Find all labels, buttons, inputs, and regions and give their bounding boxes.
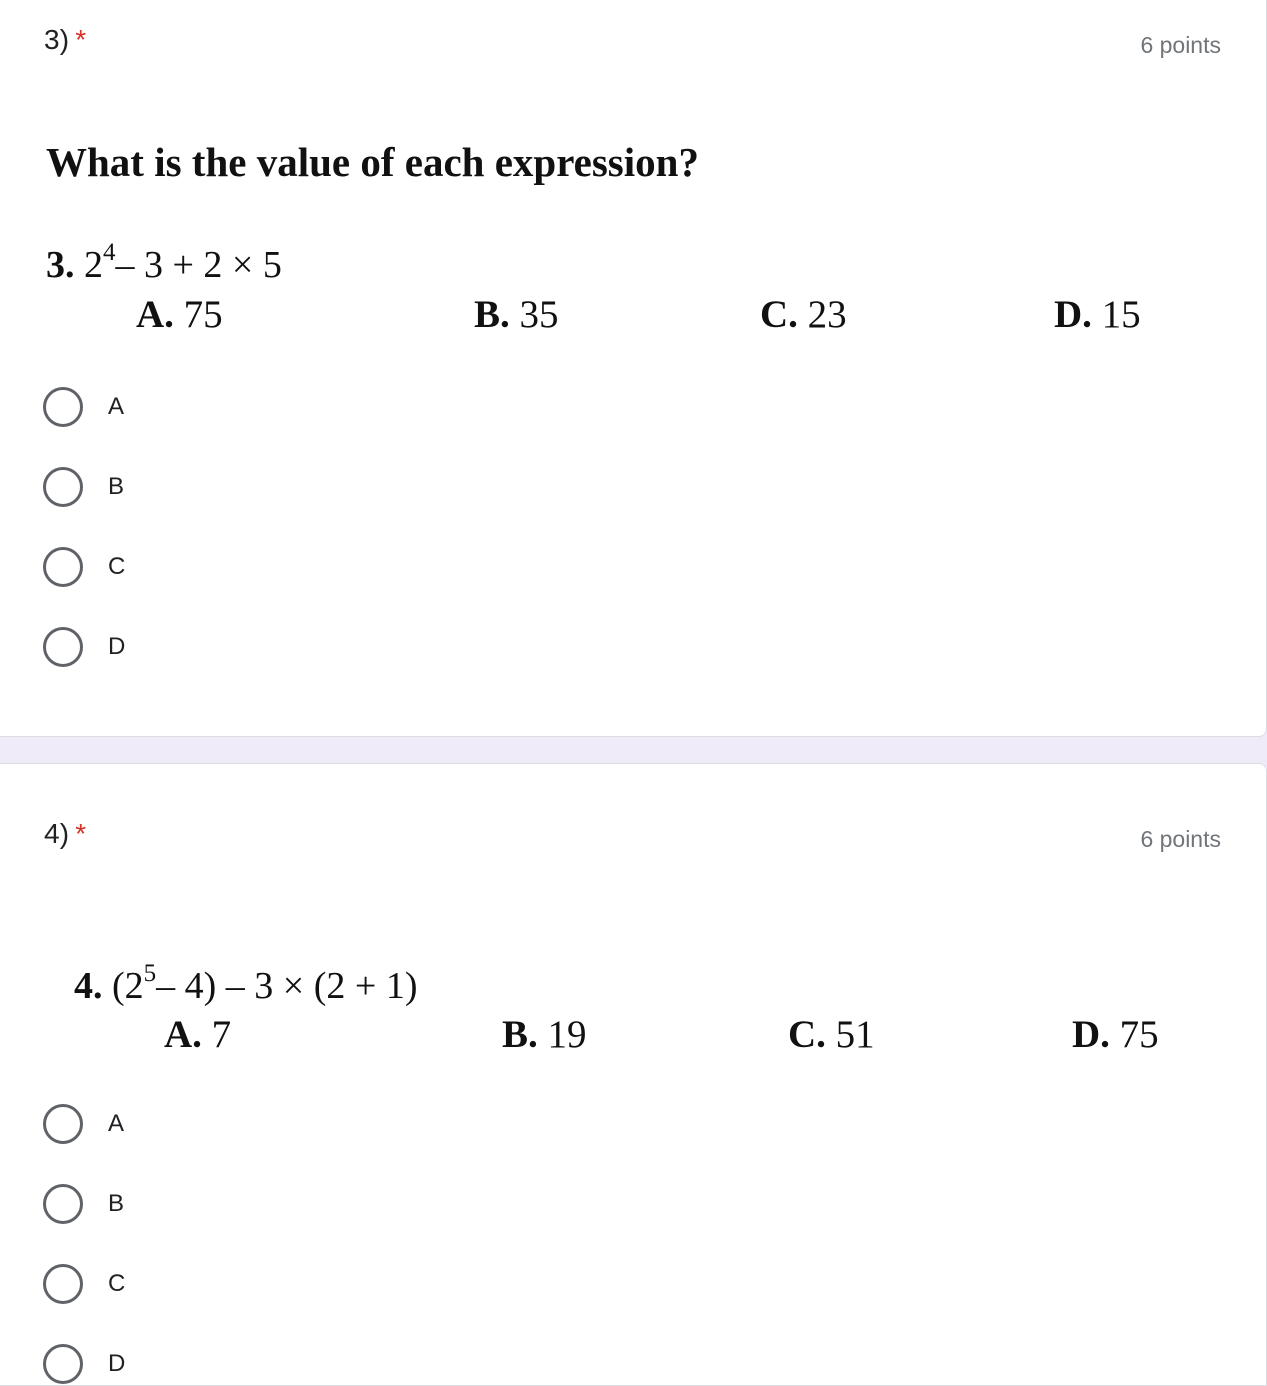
radio-label: C	[108, 553, 126, 580]
radio-button[interactable]	[43, 627, 83, 667]
radio-option-b[interactable]	[43, 1184, 124, 1224]
choice-b: B. 35	[474, 293, 559, 336]
expression-exponent: 5	[143, 960, 157, 987]
choice-b: B. 19	[502, 1013, 587, 1056]
choice-a: A. 75	[136, 293, 223, 336]
radio-option-c[interactable]	[43, 1264, 125, 1304]
question-title	[44, 818, 86, 850]
problem-expression	[74, 960, 418, 1008]
radio-button[interactable]	[43, 1184, 83, 1224]
problem-expression	[46, 239, 282, 287]
expression-rest: – 3 + 2 × 5	[115, 244, 282, 286]
radio-option-c[interactable]	[43, 547, 125, 587]
radio-option-d[interactable]	[43, 1344, 125, 1384]
choice-c: C. 51	[788, 1013, 875, 1056]
radio-label: C	[108, 1270, 126, 1297]
problem-label: 3.	[46, 244, 75, 286]
radio-button[interactable]	[43, 1344, 83, 1384]
question-number: 4)	[44, 818, 70, 849]
radio-label: B	[108, 1190, 125, 1217]
points-label: 6 points	[1140, 826, 1221, 852]
required-asterisk: *	[75, 24, 87, 55]
radio-label: B	[108, 473, 125, 500]
radio-button[interactable]	[43, 387, 83, 427]
radio-button[interactable]	[43, 467, 83, 507]
radio-button[interactable]	[43, 1104, 83, 1144]
expression-open: (2	[112, 965, 144, 1007]
question-title	[44, 24, 86, 56]
choice-c: C. 23	[760, 293, 847, 336]
radio-button[interactable]	[43, 547, 83, 587]
radio-option-d[interactable]	[43, 627, 125, 667]
radio-label: A	[108, 1110, 125, 1137]
question-number: 3)	[44, 24, 70, 55]
radio-option-a[interactable]	[43, 1104, 124, 1144]
question-card-4	[0, 763, 1267, 1386]
expression-exponent: 4	[103, 239, 116, 266]
radio-option-b[interactable]	[43, 467, 124, 507]
expression-rest: – 4) – 3 × (2 + 1)	[156, 965, 418, 1007]
choice-d: D. 75	[1072, 1013, 1159, 1056]
problem-label: 4.	[74, 965, 103, 1007]
radio-button[interactable]	[43, 1264, 83, 1304]
radio-option-a[interactable]	[43, 387, 124, 427]
points-label: 6 points	[1140, 32, 1221, 58]
radio-label: D	[108, 1350, 126, 1377]
radio-label: D	[108, 633, 126, 660]
choice-a: A. 7	[164, 1013, 232, 1056]
choice-d: D. 15	[1054, 293, 1141, 336]
question-prompt: What is the value of each expression?	[46, 139, 699, 185]
expression-base: 2	[84, 244, 103, 286]
radio-label: A	[108, 393, 125, 420]
required-asterisk: *	[75, 818, 87, 849]
